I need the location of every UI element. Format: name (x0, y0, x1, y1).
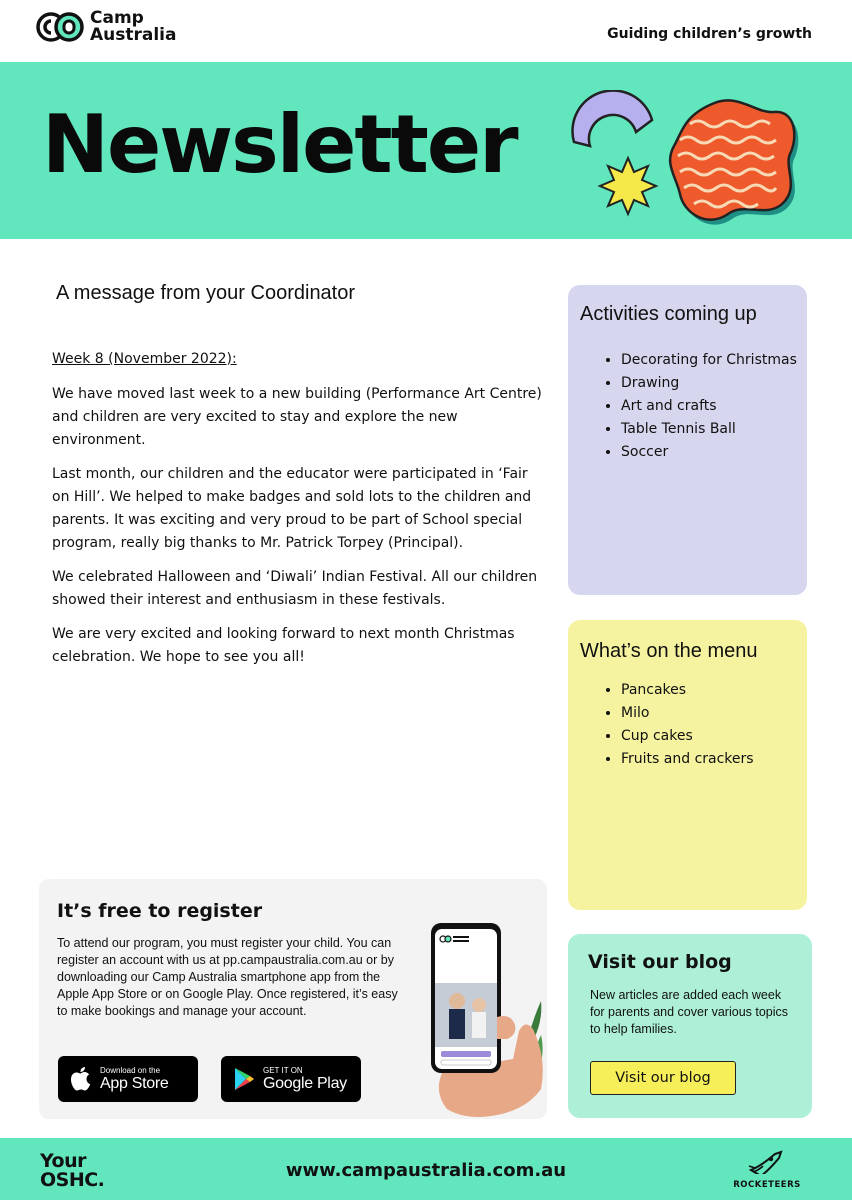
footer-website-link[interactable]: www.campaustralia.com.au (285, 1160, 567, 1181)
activities-panel (568, 285, 807, 595)
app-store-badge[interactable] (58, 1056, 198, 1102)
menu-list (592, 679, 811, 771)
your-oshc-line-1: Your (40, 1150, 86, 1172)
list-item: • Table Tennis Ball (621, 418, 811, 441)
tagline: Guiding children’s growth (607, 26, 812, 42)
message-paragraph-1: We have moved last week to a new building (Performance Art Centre) and children are very excited to stay and explore the new environment. (52, 386, 542, 448)
activities-list (592, 349, 811, 464)
google-play-icon (233, 1067, 255, 1091)
register-text: To attend our program, you must register your child. You can register an account with us at pp.campaustralia.com.au or by downloading our Camp Australia smartphone app from the Apple App Store or on Google Play. Once registered, it’s easy to make bookings and manage your account. (57, 936, 398, 1018)
newsletter-title: Newsletter (42, 98, 517, 191)
logo-text (90, 10, 177, 44)
google-play-badge-text (263, 1066, 347, 1092)
header (0, 0, 852, 62)
rocketeers-logo (722, 1150, 812, 1190)
list-item: • Drawing (621, 372, 811, 395)
list-item: • Milo (621, 702, 811, 725)
list-item: • Cup cakes (621, 725, 811, 748)
camp-australia-logo-icon (34, 10, 86, 44)
menu-title: What’s on the menu (580, 640, 758, 662)
message-paragraph-2: Last month, our children and the educator were participated in ‘Fair on Hill’. We helped to make badges and sold lots to the children and parents. It was exciting and very proud to be part of School special program, really big thanks to Mr. Patrick Torpey (Principal). (52, 466, 532, 551)
week-label: Week 8 (November 2022): (52, 351, 237, 367)
register-title: It’s free to register (57, 900, 263, 922)
list-item: • Art and crafts (621, 395, 811, 418)
message-paragraph-4: We are very excited and looking forward to next month Christmas celebration. We hope to see you all! (52, 626, 515, 665)
app-store-big-text: App Store (100, 1075, 169, 1092)
activities-title: Activities coming up (580, 303, 757, 325)
phone-in-hand-icon (413, 921, 547, 1119)
decorative-shapes-icon (560, 90, 800, 230)
google-play-big-text: Google Play (263, 1075, 347, 1092)
google-play-small-text: GET IT ON (263, 1066, 303, 1075)
app-store-small-text: Download on the (100, 1066, 161, 1075)
register-card (39, 879, 547, 1119)
blog-title: Visit our blog (588, 951, 732, 973)
your-oshc-line-2: OSHC. (40, 1169, 105, 1191)
list-item: • Decorating for Christmas (621, 349, 811, 372)
newsletter-banner (0, 62, 852, 239)
blog-text: New articles are added each week for parents and cover various topics to help families. (590, 988, 789, 1036)
coordinator-heading: A message from your Coordinator (56, 282, 356, 304)
list-item: • Soccer (621, 441, 811, 464)
rocketeers-text: ROCKETEERS (733, 1180, 801, 1190)
visit-blog-button[interactable]: Visit our blog (590, 1061, 736, 1095)
message-paragraph-3: We celebrated Halloween and ‘Diwali’ Indian Festival. All our children showed their interest and enthusiasm in these festivals. (52, 569, 538, 608)
google-play-badge[interactable] (221, 1056, 361, 1102)
camp-australia-logo[interactable] (34, 10, 177, 44)
menu-panel (568, 620, 807, 910)
logo-line-2: Australia (90, 25, 177, 45)
apple-icon (70, 1066, 92, 1092)
logo-line-1: Camp (90, 8, 144, 28)
rocket-icon (747, 1150, 787, 1174)
list-item: • Pancakes (621, 679, 811, 702)
list-item: • Fruits and crackers (621, 748, 811, 771)
blog-panel (568, 934, 812, 1118)
footer (0, 1138, 852, 1200)
app-store-badge-text (100, 1066, 168, 1092)
